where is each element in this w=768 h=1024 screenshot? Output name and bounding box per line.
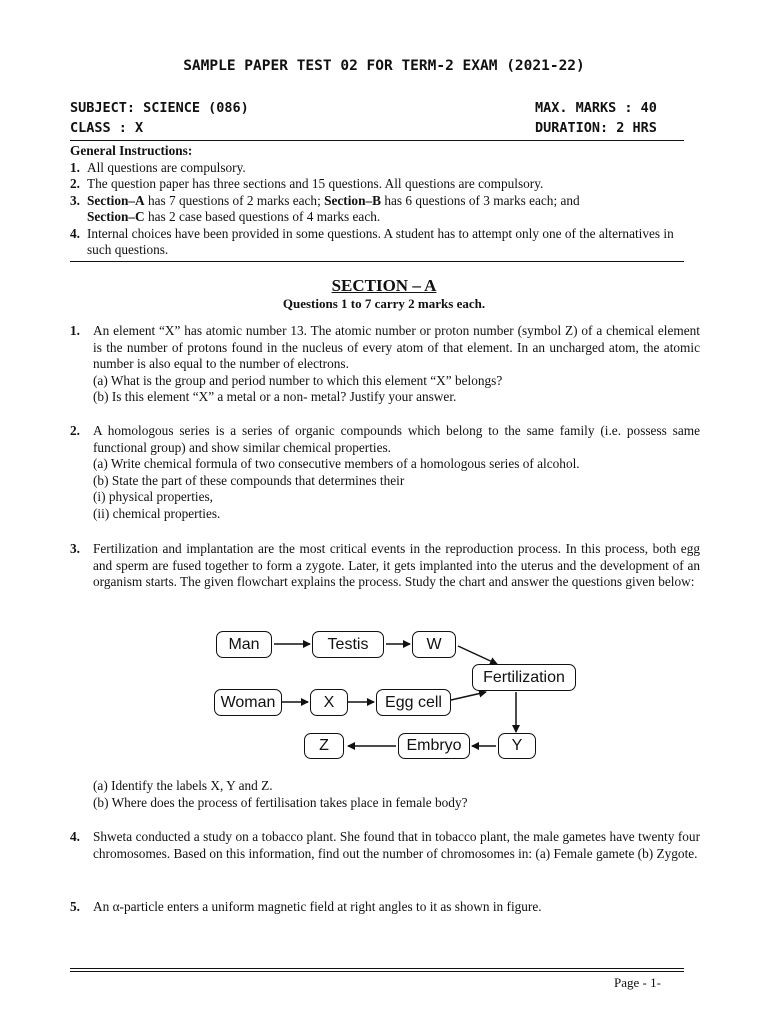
box-y: Y: [498, 733, 536, 759]
box-man: Man: [216, 631, 272, 658]
section-a-subtitle: Questions 1 to 7 carry 2 marks each.: [282, 296, 486, 311]
question-3: 3. Fertilization and implantation are the most critical events in the reproduction process. In this process, both egg and sperm are fused together to form a zygote. Later, it gets implanted into the uterus and the development of an organism starts. The given flowchart explains the process. Study the chart and answer the questions given below:: [70, 541, 700, 590]
section-a-title: SECTION – A: [331, 276, 437, 295]
instruction-item: 3. Section–A has 7 questions of 2 marks each; Section–B has 6 questions of 3 marks each; and Section–C has 2 case based questions of 4 marks each.: [70, 192, 580, 224]
instruction-item: 2. The question paper has three sections and 15 questions. All questions are compulsory.: [70, 176, 544, 191]
question-part: (i) physical properties,: [93, 489, 214, 505]
box-egg-cell: Egg cell: [376, 689, 451, 716]
box-x: X: [310, 689, 348, 716]
question-part: (b) Is this element “X” a metal or a non- metal? Justify your answer.: [93, 389, 457, 405]
duration-label: DURATION: 2 HRS: [535, 120, 657, 136]
question-text: An element “X” has atomic number 13. The atomic number or proton number (symbol Z) of a chemical element is the number of protons found in the nucleus of every atom of that element. In an uncharged atom, the atomic number is also equal to the number of electrons.: [93, 323, 700, 372]
question-5: 5. An α-particle enters a uniform magnetic field at right angles to it as shown in figure.: [70, 899, 700, 916]
question-4: 4. Shweta conducted a study on a tobacco plant. She found that in tobacco plant, the male gametes have twenty four chromosomes. Based on this information, find out the number of chromosomes in: (a) Female gamete (b) Zygote.: [70, 829, 700, 861]
question-text: A homologous series is a series of organic compounds which belong to the same family (i.e. possess same functional group) and show similar chemical properties.: [93, 423, 700, 455]
question-part: (b) State the part of these compounds that determines their: [93, 472, 405, 488]
question-part: (b) Where does the process of fertilisation takes place in female body?: [93, 794, 468, 810]
box-w: W: [412, 631, 456, 658]
question-part: (a) Identify the labels X, Y and Z.: [93, 778, 273, 793]
page-number: Page - 1-: [614, 975, 661, 990]
section-a-label: Section–A: [87, 192, 145, 208]
paper-title: SAMPLE PAPER TEST 02 FOR TERM-2 EXAM (2021-22): [183, 58, 585, 74]
header-divider: [70, 140, 684, 141]
box-testis: Testis: [312, 631, 384, 658]
instructions-heading: General Instructions:: [70, 143, 193, 158]
question-part: (a) What is the group and period number to which this element “X” belongs?: [93, 372, 503, 388]
instruction-item: 1. All questions are compulsory.: [70, 159, 246, 175]
general-instructions: [70, 143, 684, 259]
question-text: Shweta conducted a study on a tobacco plant. She found that in tobacco plant, the male gametes have twenty four chromosomes. Based on this information, find out the number of chromosomes in: (a) Female gamete (b) Zygote.: [93, 829, 700, 861]
footer-divider-inner: [70, 971, 684, 972]
instruction-item: 4. Internal choices have been provided in some questions. A student has to attempt only one of the alternatives in such questions.: [70, 225, 674, 257]
box-woman: Woman: [214, 689, 282, 716]
instructions-divider: [70, 261, 684, 262]
section-c-label: Section–C: [87, 209, 145, 224]
question-text: Fertilization and implantation are the most critical events in the reproduction process. In this process, both egg and sperm are fused together to form a zygote. Later, it gets implanted into the uterus and the development of an organism starts. The given flowchart explains the process. Study the chart and answer the questions given below:: [93, 541, 700, 590]
footer-divider: [70, 968, 684, 969]
subject-label: SUBJECT: SCIENCE (086): [70, 100, 249, 116]
arrow-w-fertilization: [458, 646, 497, 664]
question-2: 2. A homologous series is a series of organic compounds which belong to the same family (i.e. possess same functional group) and show similar chemical properties. (a) Write chemical formula of two consecutive members of a homologous series of alcohol. (b) State the part of these compounds that determines their (i) physical properties, (ii) chemical properties.: [70, 423, 700, 521]
question-1: 1. An element “X” has atomic number 13. The atomic number or proton number (symbol Z) of a chemical element is the number of protons found in the nucleus of every atom of that element. In an uncharged atom, the atomic number is also equal to the number of electrons. (a) What is the group and period number to which this element “X” belongs? (b) Is this element “X” a metal or a non- metal? Justify your answer.: [70, 323, 700, 405]
max-marks-label: MAX. MARKS : 40: [535, 100, 657, 116]
question-text: An α-particle enters a uniform magnetic field at right angles to it as shown in figure.: [93, 899, 542, 914]
question-part: (a) Write chemical formula of two consecutive members of a homologous series of alcohol.: [93, 456, 580, 472]
question-part: (ii) chemical properties.: [93, 505, 221, 521]
arrow-eggcell-fertilization: [451, 692, 486, 700]
section-b-label: Section–B: [324, 192, 381, 208]
box-fertilization: Fertilization: [472, 664, 576, 691]
box-z: Z: [304, 733, 344, 759]
class-label: CLASS : X: [70, 120, 144, 136]
box-embryo: Embryo: [398, 733, 470, 759]
question-3-parts: [70, 778, 700, 811]
